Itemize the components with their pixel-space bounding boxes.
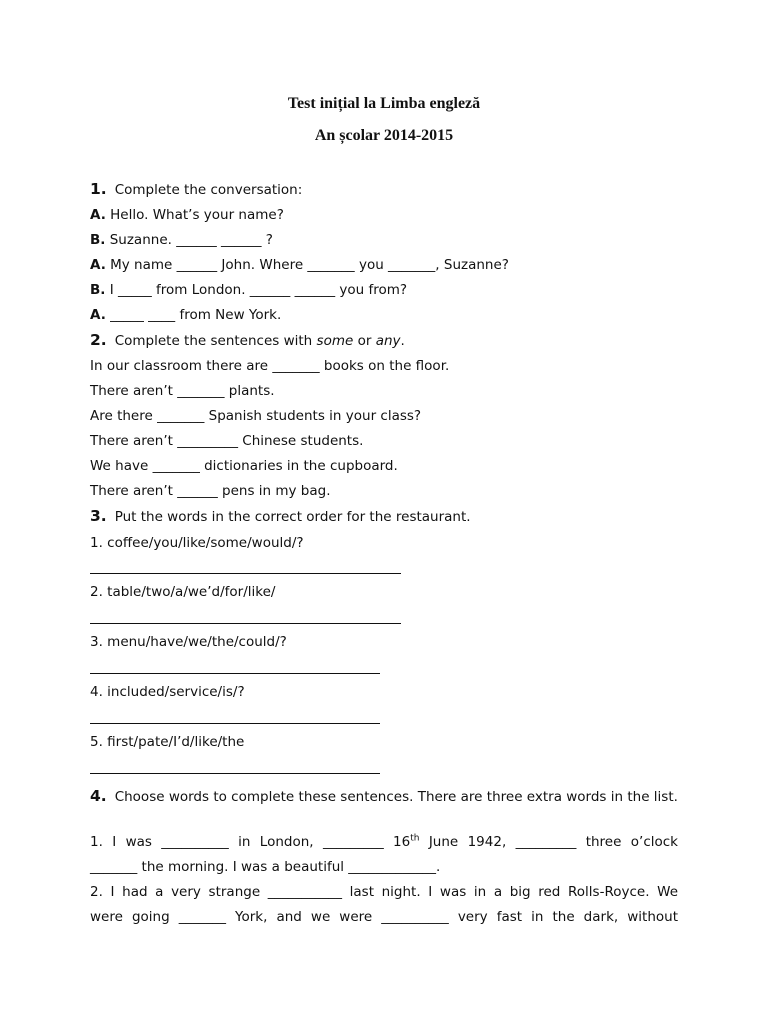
word-order-item: 2. table/two/a/we’d/for/like/	[90, 584, 276, 600]
gap-fill-sentence	[90, 833, 678, 851]
sentence-item: There aren’t _________ Chinese students.	[90, 433, 364, 449]
answer-line	[90, 723, 380, 724]
dialogue-text: My name ______ John. Where _______ you _______, Suzanne?	[110, 257, 509, 273]
gap-fill-sentence: _______ the morning. I was a beautiful _____________.	[90, 859, 441, 875]
instruction-connector: or	[353, 333, 376, 349]
dialogue-line	[90, 231, 273, 249]
exercise-instruction: Put the words in the correct order for the restaurant.	[114, 509, 471, 525]
word-order-item: 5. first/pate/I’d/like/the	[90, 734, 245, 750]
speaker-label: A.	[90, 257, 106, 273]
sentence-item: We have _______ dictionaries in the cupboard.	[90, 458, 398, 474]
answer-line	[90, 773, 380, 774]
exercise-instruction: Complete the conversation:	[114, 182, 303, 198]
page-title: Test inițial la Limba engleză	[287, 95, 481, 112]
sentence-item: There aren’t ______ pens in my bag.	[90, 483, 331, 499]
exercise-number: 2.	[90, 331, 107, 349]
speaker-label: B.	[90, 232, 106, 248]
italic-word-any: any	[375, 333, 401, 349]
answer-line	[90, 573, 401, 574]
exercise-number: 4.	[90, 787, 107, 805]
sentence-item: There aren’t _______ plants.	[90, 383, 275, 399]
exercise-number: 1.	[90, 180, 107, 198]
gap-fill-sentence: 2. I had a very strange ___________ last night. I was in a big red Rolls-Royce. We	[90, 884, 678, 900]
word-order-item: 1. coffee/you/like/some/would/?	[90, 535, 304, 551]
exercise-instruction: Choose words to complete these sentences. There are three extra words in the list.	[114, 789, 678, 805]
sentence-item: In our classroom there are _______ books on the floor.	[90, 358, 450, 374]
dialogue-text: Suzanne. ______ ______ ?	[109, 232, 273, 248]
dialogue-line	[90, 256, 509, 274]
speaker-label: A.	[90, 307, 106, 323]
dialogue-text: I _____ from London. ______ ______ you from?	[109, 282, 408, 298]
word-order-item: 4. included/service/is/?	[90, 684, 245, 700]
speaker-label: A.	[90, 207, 106, 223]
dialogue-text: Hello. What’s your name?	[110, 207, 284, 223]
exercise-3-heading	[90, 507, 471, 526]
exercise-number: 3.	[90, 507, 107, 525]
answer-line	[90, 623, 401, 624]
dialogue-text: _____ ____ from New York.	[110, 307, 282, 323]
dialogue-line	[90, 206, 284, 224]
answer-line	[90, 673, 380, 674]
exercise-1-heading	[90, 180, 302, 199]
sentence-item: Are there _______ Spanish students in your class?	[90, 408, 422, 424]
exercise-2-heading	[90, 331, 405, 350]
sentence-part: June 1942, _________ three o’clock	[419, 834, 678, 850]
italic-word-some: some	[316, 333, 354, 349]
page-subtitle: An școlar 2014-2015	[314, 127, 454, 144]
ordinal-suffix: th	[410, 833, 420, 844]
word-order-item: 3. menu/have/we/the/could/?	[90, 634, 287, 650]
gap-fill-sentence: were going _______ York, and we were __________ very fast in the dark, without	[90, 909, 678, 925]
exercise-instruction: Complete the sentences with	[114, 333, 317, 349]
sentence-part: 1. I was __________ in London, _________ 16	[90, 834, 411, 850]
speaker-label: B.	[90, 282, 106, 298]
instruction-end: .	[400, 333, 405, 349]
dialogue-line	[90, 306, 281, 324]
exercise-4-heading	[90, 784, 678, 809]
dialogue-line	[90, 281, 407, 299]
